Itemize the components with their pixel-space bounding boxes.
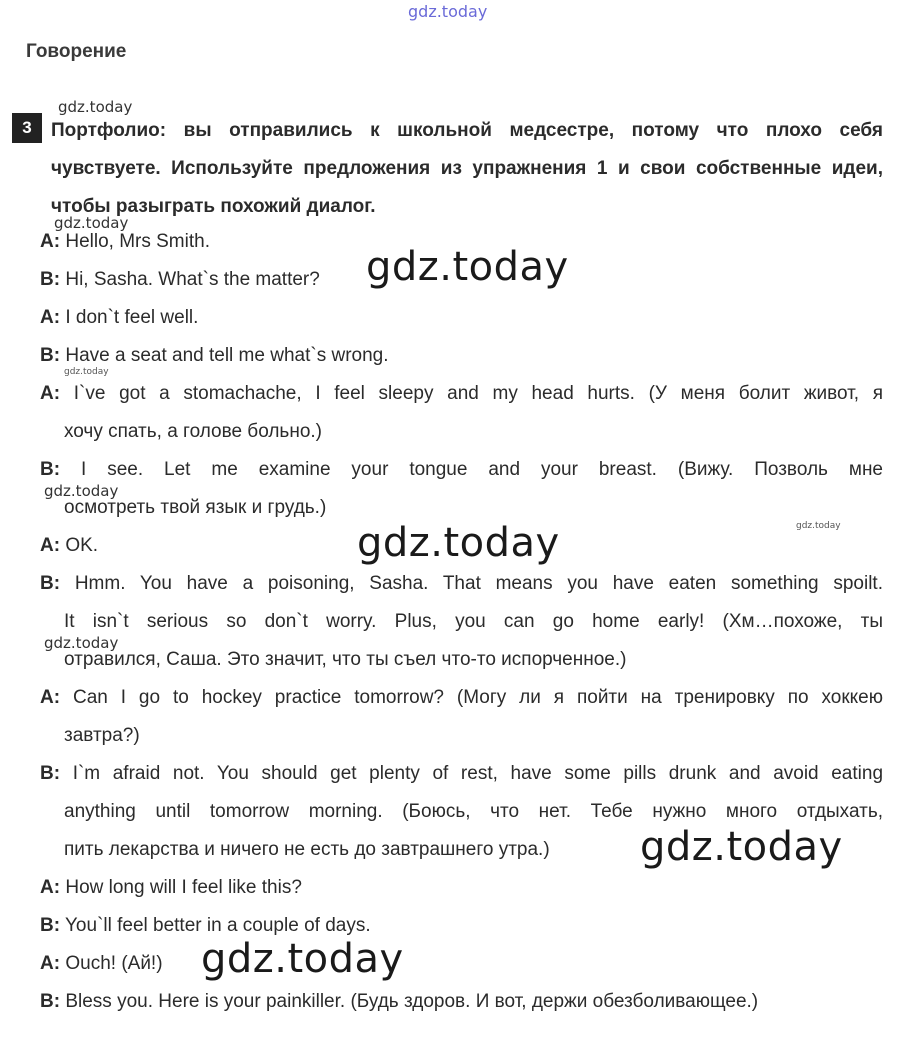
- dialogue-line: [40, 223, 883, 261]
- watermark-large: gdz.today: [357, 520, 560, 566]
- line-text: Can I go to hockey practice tomorrow? (Могу ли я пойти на тренировку по хоккею: [72, 687, 883, 708]
- dialogue-continuation: anything until tomorrow morning. (Боюсь, что нет. Тебе нужно много отдыхать,: [64, 801, 883, 822]
- speaker-label: B:: [40, 269, 61, 290]
- speaker-label: A:: [40, 953, 61, 974]
- dialogue-line: [40, 565, 883, 603]
- watermark-large: gdz.today: [640, 824, 843, 870]
- speaker-label: A:: [40, 383, 61, 404]
- section-title: Говорение: [26, 41, 127, 62]
- dialogue-line: [40, 945, 883, 983]
- dialogue-line: [40, 337, 883, 375]
- exercise-task: Портфолио: вы отправились к школьной медсестре, потому что плохо себя чувствуете. Используйте предложения из упражнения 1 и свои собственные идеи, чтобы разыграть похожий диалог.: [51, 120, 883, 217]
- dialogue-continuation: It isn`t serious so don`t worry. Plus, you can go home early! (Хм…похоже, ты: [64, 611, 883, 632]
- line-text: I don`t feel well.: [65, 307, 199, 328]
- watermark-small: gdz.today: [44, 634, 119, 652]
- speaker-label: B:: [40, 763, 61, 784]
- dialogue-line: [40, 451, 883, 489]
- watermark-small: gdz.today: [58, 98, 133, 116]
- line-text: Hi, Sasha. What`s the matter?: [65, 269, 320, 290]
- speaker-label: A:: [40, 307, 61, 328]
- exercise-number: 3: [12, 113, 42, 143]
- line-text: I`m afraid not. You should get plenty of rest, have some pills drunk and avoid eating: [72, 763, 884, 784]
- speaker-label: B:: [40, 345, 61, 366]
- line-text: Hello, Mrs Smith.: [65, 231, 210, 252]
- watermark-small: gdz.today: [796, 521, 841, 531]
- line-text: Bless you. Here is your painkiller. (Будь здоров. И вот, держи обезболивающее.): [65, 991, 759, 1012]
- dialogue-continuation: осмотреть твой язык и грудь.): [64, 497, 327, 518]
- dialogue-line: [40, 983, 883, 1021]
- line-text: Hmm. You have a poisoning, Sasha. That means you have eaten something spoilt.: [74, 573, 883, 594]
- watermark-large: gdz.today: [366, 244, 569, 290]
- dialogue-continuation: хочу спать, а голове больно.): [64, 421, 322, 442]
- speaker-label: A:: [40, 231, 61, 252]
- dialogue-line: [40, 375, 883, 413]
- line-text: Have a seat and tell me what`s wrong.: [65, 345, 389, 366]
- watermark-small: gdz.today: [54, 214, 129, 232]
- dialogue-line: [40, 755, 883, 793]
- dialogue-continuation: завтра?): [64, 725, 140, 746]
- line-text: You`ll feel better in a couple of days.: [65, 915, 371, 936]
- line-text: How long will I feel like this?: [65, 877, 302, 898]
- watermark-large: gdz.today: [201, 936, 404, 982]
- speaker-label: A:: [40, 877, 61, 898]
- speaker-label: B:: [40, 915, 61, 936]
- dialogue-line: [40, 299, 883, 337]
- dialogue-continuation: пить лекарства и ничего не есть до завтрашнего утра.): [64, 839, 550, 860]
- dialogue-line: [40, 261, 883, 299]
- line-text: I`ve got a stomachache, I feel sleepy and my head hurts. (У меня болит живот, я: [73, 383, 884, 404]
- dialogue-line: [40, 907, 883, 945]
- line-text: Ouch! (Ай!): [65, 953, 163, 974]
- dialogue-line: [40, 869, 883, 907]
- watermark-top: gdz.today: [408, 2, 488, 21]
- dialogue-line: [40, 679, 883, 717]
- speaker-label: B:: [40, 991, 61, 1012]
- dialogue-continuation: отравился, Саша. Это значит, что ты съел что-то испорченное.): [64, 649, 627, 670]
- speaker-label: A:: [40, 535, 61, 556]
- line-text: I see. Let me examine your tongue and your breast. (Вижу. Позволь мне: [81, 459, 883, 480]
- speaker-label: B:: [40, 573, 61, 594]
- speaker-label: A:: [40, 687, 61, 708]
- watermark-small: gdz.today: [64, 367, 109, 377]
- watermark-small: gdz.today: [44, 482, 119, 500]
- speaker-label: B:: [40, 459, 61, 480]
- dialogue-line: [40, 527, 883, 565]
- line-text: OK.: [65, 535, 99, 556]
